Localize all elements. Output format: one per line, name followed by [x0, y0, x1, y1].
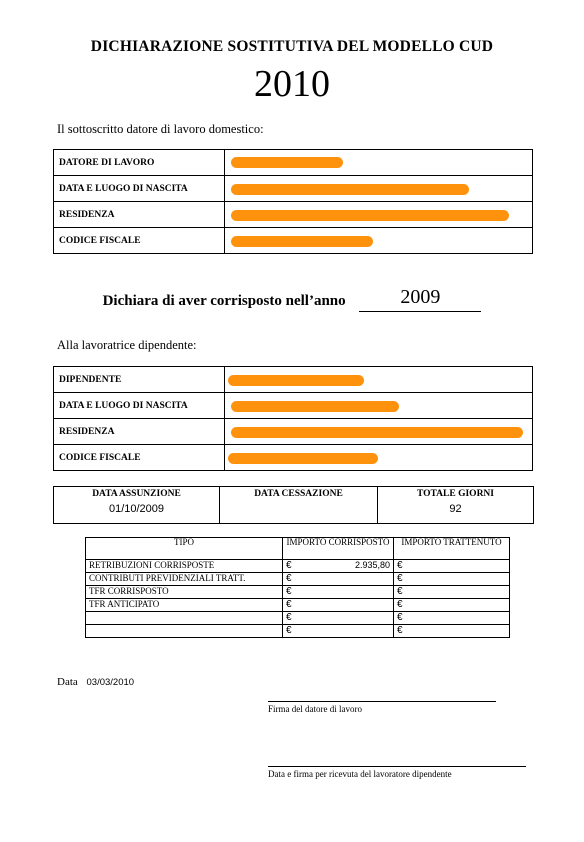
declaration-year-field	[359, 288, 481, 312]
row-trattenuto	[394, 573, 510, 586]
row-tipo: TFR ANTICIPATO	[86, 599, 283, 612]
employee-row-name	[54, 367, 533, 393]
row-trattenuto	[394, 599, 510, 612]
euro-symbol: €	[397, 586, 403, 597]
employee-residence-value	[225, 419, 533, 445]
employee-fiscal-label: CODICE FISCALE	[54, 445, 225, 471]
row-tipo: CONTRIBUTI PREVIDENZIALI TRATT.	[86, 573, 283, 586]
redaction-mark	[231, 401, 399, 412]
employee-birth-value	[225, 393, 533, 419]
employer-fiscal-label: CODICE FISCALE	[54, 228, 225, 254]
row-tipo	[86, 612, 283, 625]
euro-symbol: €	[286, 573, 292, 584]
hire-date-label: DATA ASSUNZIONE	[92, 489, 181, 499]
table-row	[86, 560, 510, 573]
euro-symbol: €	[286, 586, 292, 597]
row-tipo: TFR CORRISPOSTO	[86, 586, 283, 599]
declaration-line	[0, 288, 584, 312]
euro-symbol: €	[397, 560, 403, 571]
redaction-mark	[231, 210, 509, 221]
table-row	[86, 612, 510, 625]
row-corrisposto	[283, 573, 394, 586]
col-tipo-header: TIPO	[86, 538, 283, 560]
euro-symbol: €	[286, 560, 292, 571]
euro-symbol: €	[397, 625, 403, 636]
euro-symbol: €	[397, 612, 403, 623]
row-tipo	[86, 625, 283, 638]
employer-fiscal-value	[225, 228, 533, 254]
redaction-mark	[231, 236, 373, 247]
redaction-mark	[231, 427, 523, 438]
employer-signature-label: Firma del datore di lavoro	[268, 704, 362, 714]
row-corrisposto	[283, 586, 394, 599]
total-days-label: TOTALE GIORNI	[417, 489, 494, 499]
employer-residence-label: RESIDENZA	[54, 202, 225, 228]
row-corrisposto	[283, 560, 394, 573]
employee-signature-label: Data e firma per ricevuta del lavoratore dipendente	[268, 769, 452, 779]
euro-symbol: €	[286, 612, 292, 623]
row-trattenuto	[394, 586, 510, 599]
employer-row-birth	[54, 176, 533, 202]
row-corrisposto	[283, 612, 394, 625]
employer-signature-line	[268, 701, 496, 702]
date-label: Data	[57, 676, 78, 688]
hire-date-value: 01/10/2009	[108, 503, 165, 515]
row-trattenuto	[394, 625, 510, 638]
row-trattenuto	[394, 612, 510, 625]
employee-row-residence	[54, 419, 533, 445]
employer-intro: Il sottoscritto datore di lavoro domestico:	[57, 122, 264, 136]
employee-name-label: DIPENDENTE	[54, 367, 225, 393]
euro-symbol: €	[397, 573, 403, 584]
employer-name-value	[225, 150, 533, 176]
redaction-mark	[228, 375, 364, 386]
employer-birth-label: DATA E LUOGO DI NASCITA	[54, 176, 225, 202]
employee-residence-label: RESIDENZA	[54, 419, 225, 445]
employee-row-birth	[54, 393, 533, 419]
end-date-cell	[220, 487, 378, 524]
date-line	[57, 676, 134, 688]
euro-symbol: €	[397, 599, 403, 610]
employer-row-residence	[54, 202, 533, 228]
employment-dates-table	[53, 486, 534, 524]
table-row	[86, 573, 510, 586]
redaction-mark	[228, 453, 378, 464]
declaration-text: Dichiara di aver corrisposto nell’anno	[102, 293, 346, 309]
total-days-value: 92	[449, 503, 462, 515]
declaration-year: 2009	[400, 286, 441, 308]
row-trattenuto	[394, 560, 510, 573]
hire-date-cell	[54, 487, 220, 524]
employer-row-fiscal	[54, 228, 533, 254]
employee-table	[53, 366, 533, 471]
employer-birth-value	[225, 176, 533, 202]
redaction-mark	[231, 184, 469, 195]
employer-name-label: DATORE DI LAVORO	[54, 150, 225, 176]
employee-signature-line	[268, 766, 526, 767]
euro-symbol: €	[286, 599, 292, 610]
date-value: 03/03/2010	[86, 677, 135, 688]
row-corrisposto	[283, 599, 394, 612]
total-days-cell	[378, 487, 534, 524]
employee-name-value	[225, 367, 533, 393]
table-row	[86, 625, 510, 638]
employee-fiscal-value	[225, 445, 533, 471]
col-corrisposto-header: IMPORTO CORRISPOSTO	[283, 538, 394, 560]
row-corrisposto	[283, 625, 394, 638]
table-row	[86, 586, 510, 599]
amount-value: 2.935,80	[354, 560, 390, 570]
euro-symbol: €	[286, 625, 292, 636]
employee-row-fiscal	[54, 445, 533, 471]
col-trattenuto-header: IMPORTO TRATTENUTO	[394, 538, 510, 560]
employee-birth-label: DATA E LUOGO DI NASCITA	[54, 393, 225, 419]
document-title: DICHIARAZIONE SOSTITUTIVA DEL MODELLO CUD	[90, 38, 494, 55]
employee-intro: Alla lavoratrice dipendente:	[57, 338, 197, 352]
employer-residence-value	[225, 202, 533, 228]
redaction-mark	[231, 157, 343, 168]
amounts-header-row	[86, 538, 510, 560]
document-year: 2010	[254, 63, 330, 105]
employer-table	[53, 149, 533, 254]
row-tipo: RETRIBUZIONI CORRISPOSTE	[86, 560, 283, 573]
table-row	[86, 599, 510, 612]
amounts-table	[85, 537, 510, 638]
employer-row-name	[54, 150, 533, 176]
end-date-label: DATA CESSAZIONE	[254, 489, 343, 499]
